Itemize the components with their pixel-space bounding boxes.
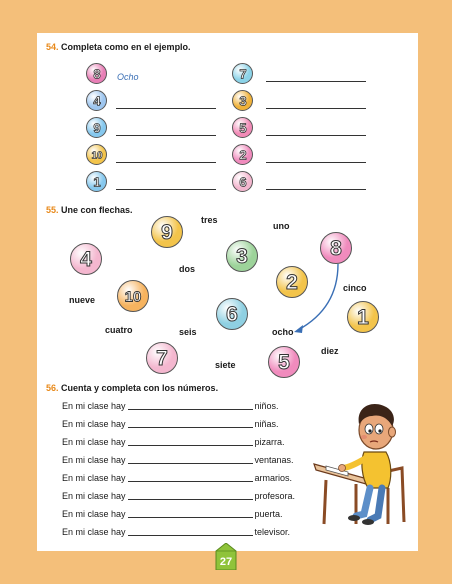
svg-text:7: 7 — [156, 347, 168, 370]
exercise-title: Completa como en el ejemplo. — [61, 42, 191, 52]
answer-blank[interactable] — [128, 517, 253, 518]
svg-text:1: 1 — [92, 174, 101, 189]
number-badge-6[interactable] — [216, 298, 248, 330]
sentence-row — [62, 509, 283, 519]
example-answer: Ocho — [117, 72, 139, 82]
sentence-ending: niñas. — [254, 419, 279, 429]
student-at-desk-illustration — [312, 402, 410, 528]
number-badge-5[interactable] — [268, 346, 300, 378]
answer-blank[interactable] — [128, 463, 253, 464]
answer-line[interactable] — [266, 162, 366, 163]
svg-text:5: 5 — [278, 351, 290, 374]
answer-line[interactable] — [266, 189, 366, 190]
answer-blank[interactable] — [128, 535, 253, 536]
sentence-prefix: En mi clase hay — [62, 419, 126, 429]
number-badge-9 — [86, 117, 107, 138]
sentence-prefix: En mi clase hay — [62, 455, 126, 465]
number-badge-7[interactable] — [146, 342, 178, 374]
answer-line[interactable] — [116, 189, 216, 190]
answer-blank[interactable] — [128, 445, 253, 446]
number-badge-1[interactable] — [347, 301, 379, 333]
number-badge-9[interactable] — [151, 216, 183, 248]
sentence-prefix: En mi clase hay — [62, 401, 126, 411]
example-arrow — [290, 258, 350, 338]
answer-blank[interactable] — [128, 427, 253, 428]
sentence-prefix: En mi clase hay — [62, 437, 126, 447]
word-cinco[interactable]: cinco — [343, 283, 367, 293]
number-badge-3[interactable] — [226, 240, 258, 272]
svg-text:10: 10 — [90, 150, 103, 161]
word-dos[interactable]: dos — [179, 264, 196, 274]
sentence-row — [62, 473, 292, 483]
exercise-55-heading — [46, 205, 133, 215]
exercise-title: Cuenta y completa con los números. — [61, 383, 219, 393]
arrow-head — [294, 325, 303, 333]
number-badge-3 — [232, 90, 253, 111]
sentence-prefix: En mi clase hay — [62, 473, 126, 483]
word-tres[interactable]: tres — [201, 215, 218, 225]
svg-text:3: 3 — [238, 93, 247, 108]
answer-line[interactable] — [266, 135, 366, 136]
sentence-row — [62, 401, 279, 411]
svg-text:8: 8 — [330, 237, 342, 260]
svg-text:8: 8 — [92, 66, 101, 81]
sentence-prefix: En mi clase hay — [62, 491, 126, 501]
sentence-ending: armarios. — [254, 473, 293, 483]
number-badge-8 — [86, 63, 107, 84]
number-badge-7 — [232, 63, 253, 84]
number-badge-10 — [86, 144, 107, 165]
exercise-number: 54. — [46, 42, 59, 52]
answer-blank[interactable] — [128, 481, 253, 482]
sentence-row — [62, 437, 285, 447]
sentence-ending: niños. — [254, 401, 279, 411]
svg-text:2: 2 — [238, 147, 247, 162]
exercise-title: Une con flechas. — [61, 205, 133, 215]
word-uno[interactable]: uno — [273, 221, 290, 231]
svg-text:4: 4 — [92, 93, 101, 108]
word-cuatro[interactable]: cuatro — [105, 325, 133, 335]
word-diez[interactable]: diez — [321, 346, 339, 356]
sentence-row — [62, 455, 294, 465]
svg-text:9: 9 — [161, 221, 173, 244]
number-badge-10[interactable] — [117, 280, 149, 312]
sentence-row — [62, 527, 290, 537]
arrow-line — [298, 264, 338, 330]
exercise-number: 55. — [46, 205, 59, 215]
sentence-ending: televisor. — [254, 527, 291, 537]
sentence-prefix: En mi clase hay — [62, 509, 126, 519]
svg-text:2: 2 — [286, 271, 298, 294]
number-badge-5 — [232, 117, 253, 138]
answer-line[interactable] — [116, 135, 216, 136]
svg-text:5: 5 — [238, 120, 247, 135]
answer-line[interactable] — [116, 162, 216, 163]
sentence-ending: ventanas. — [254, 455, 294, 465]
exercise-56-heading — [46, 383, 218, 393]
word-nueve[interactable]: nueve — [69, 295, 96, 305]
sentence-ending: puerta. — [254, 509, 283, 519]
sentence-ending: profesora. — [254, 491, 296, 501]
sentence-row — [62, 419, 279, 429]
exercise-number: 56. — [46, 383, 59, 393]
svg-text:1: 1 — [357, 306, 369, 329]
svg-text:6: 6 — [238, 174, 247, 189]
sentence-prefix: En mi clase hay — [62, 527, 126, 537]
word-seis[interactable]: seis — [179, 327, 197, 337]
answer-line[interactable] — [266, 108, 366, 109]
svg-text:9: 9 — [92, 120, 101, 135]
word-siete: siete — [215, 360, 236, 370]
exercise-54-heading — [46, 42, 191, 52]
sentence-ending: pizarra. — [254, 437, 285, 447]
svg-text:4: 4 — [80, 248, 92, 271]
number-badge-2 — [232, 144, 253, 165]
svg-text:10: 10 — [124, 288, 142, 306]
page-number: 27 — [219, 556, 233, 568]
number-badge-1 — [86, 171, 107, 192]
answer-line[interactable] — [266, 81, 366, 82]
word-ocho[interactable]: ocho — [272, 327, 294, 337]
answer-blank[interactable] — [128, 409, 253, 410]
svg-text:3: 3 — [236, 245, 248, 268]
svg-text:7: 7 — [238, 66, 247, 81]
number-badge-6 — [232, 171, 253, 192]
svg-text:6: 6 — [226, 303, 238, 326]
number-badge-4 — [86, 90, 107, 111]
number-badge-4[interactable] — [70, 243, 102, 275]
sentence-row — [62, 491, 295, 501]
page-number-badge — [213, 543, 239, 570]
answer-blank[interactable] — [128, 499, 253, 500]
answer-line[interactable] — [116, 108, 216, 109]
